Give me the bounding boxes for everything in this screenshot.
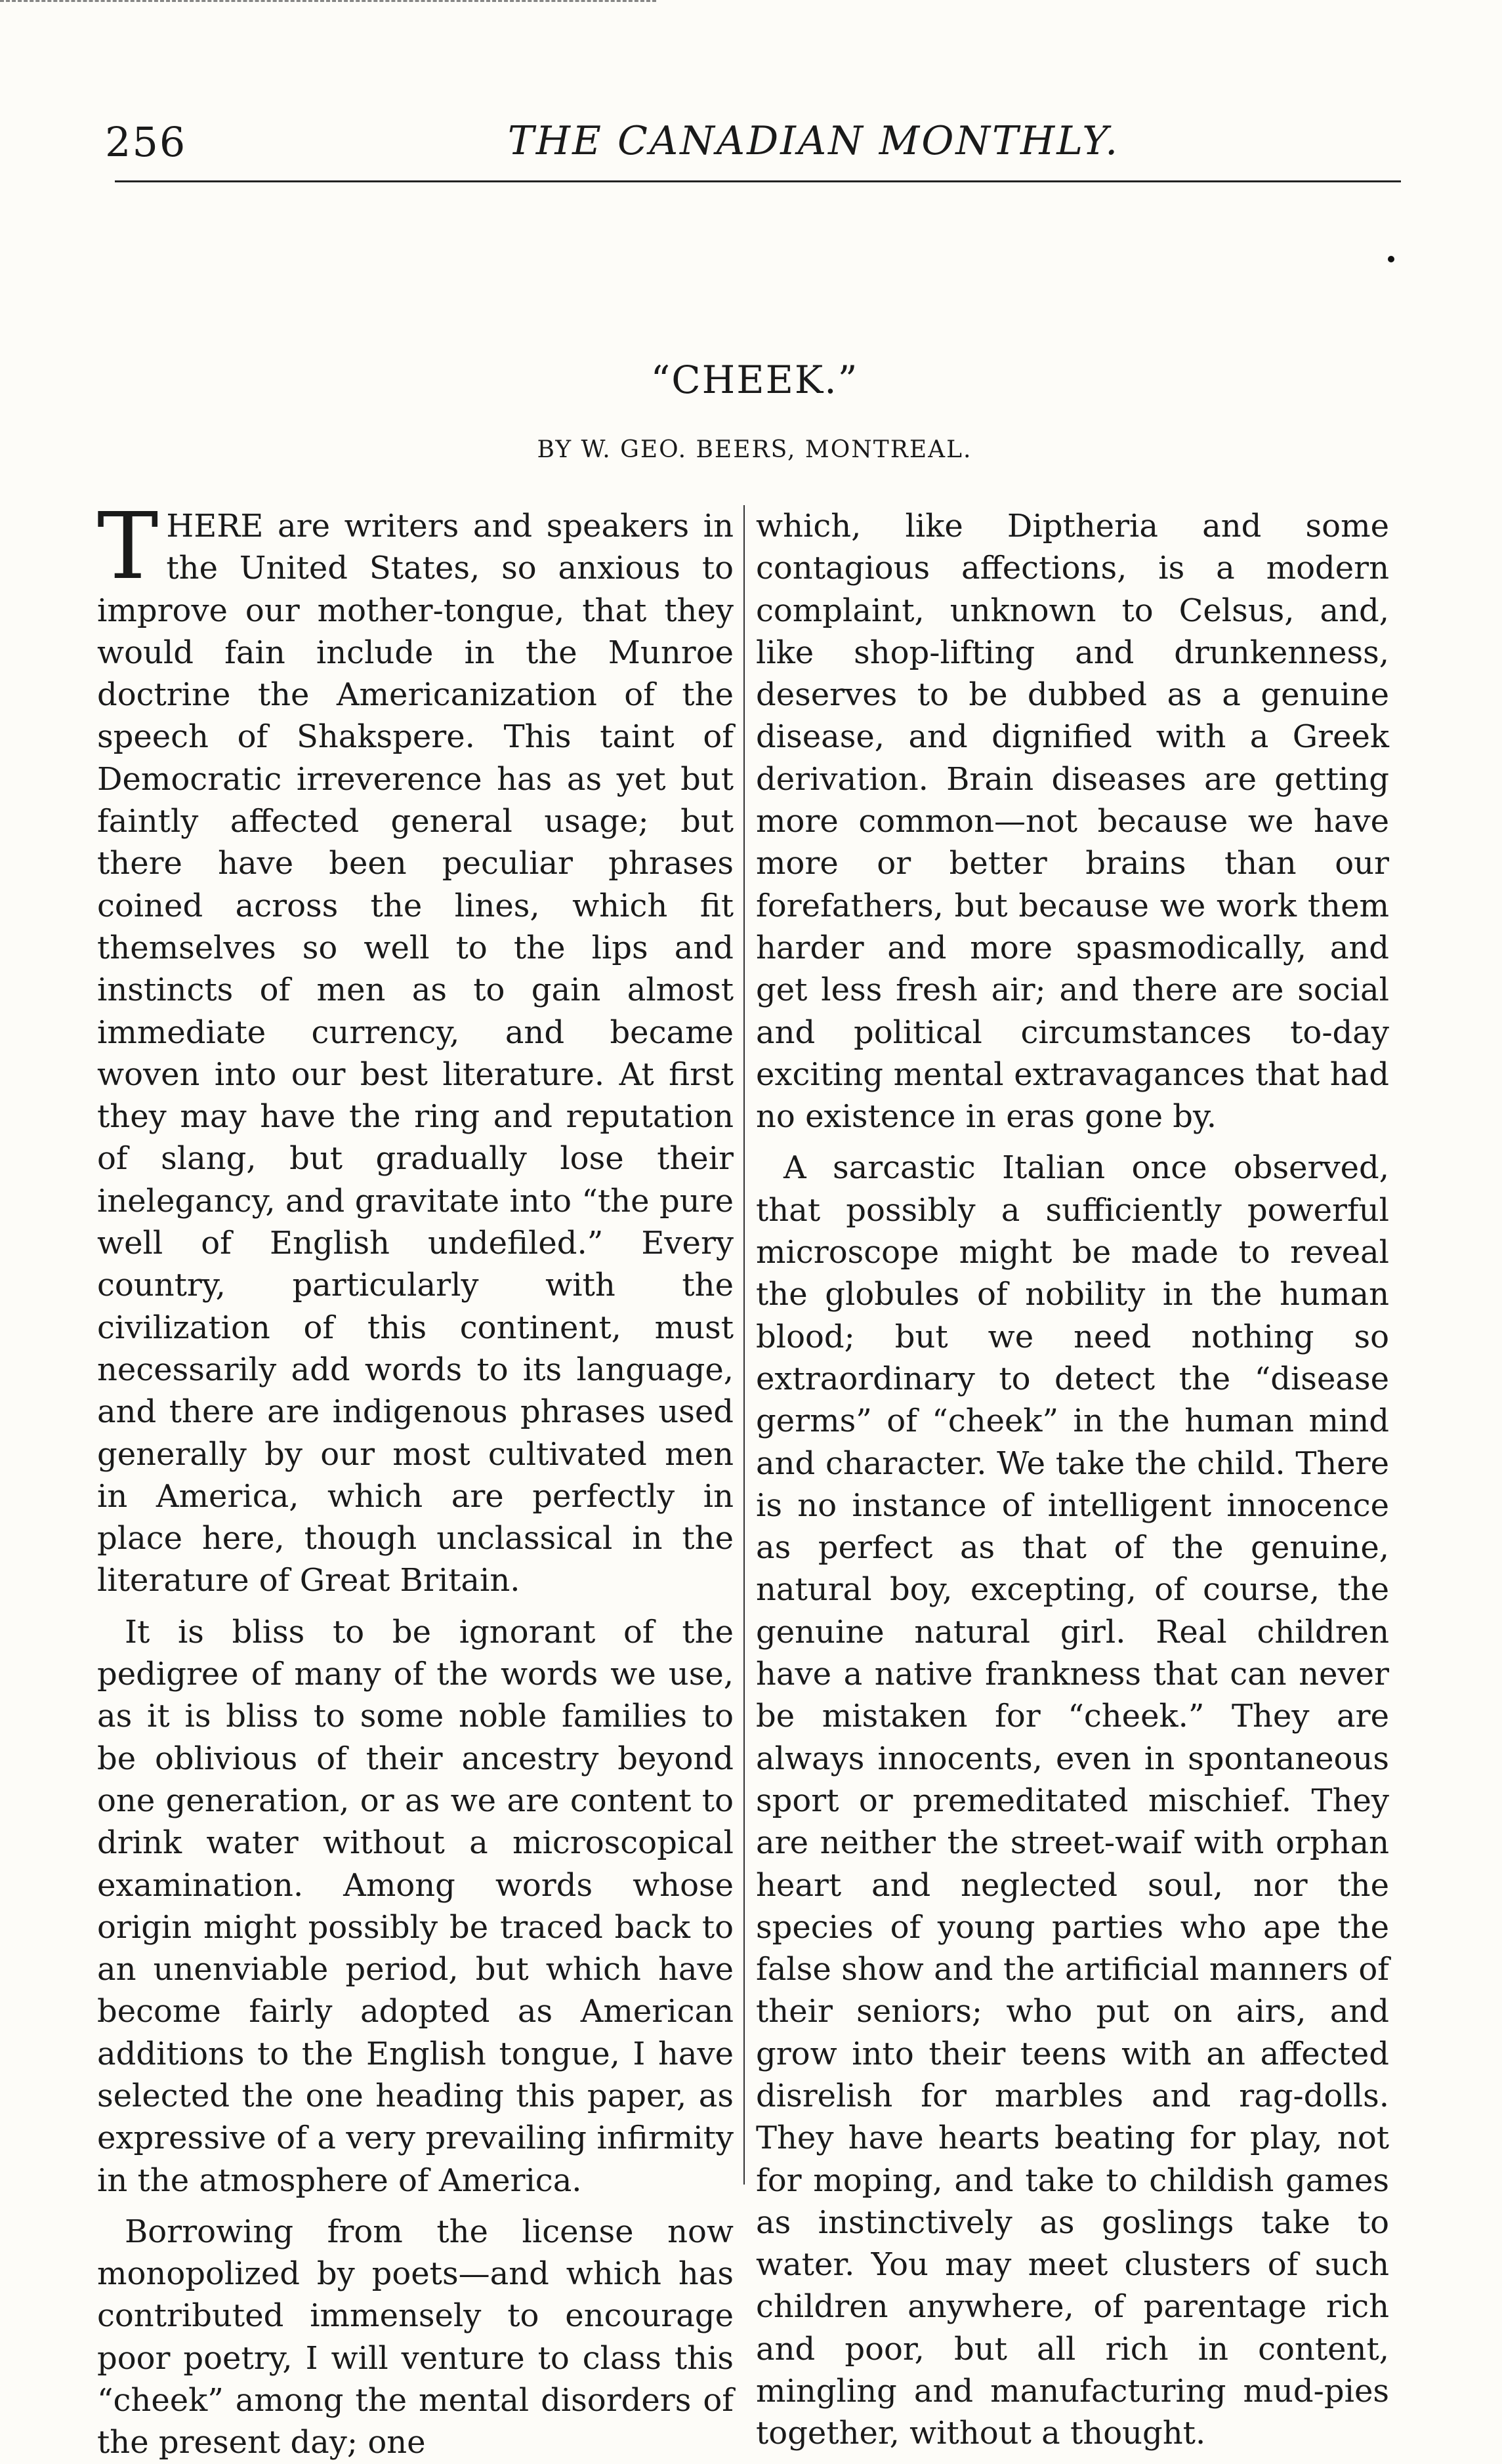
running-head bbox=[105, 105, 1411, 177]
page-number: 256 bbox=[105, 118, 187, 166]
drop-cap: T bbox=[97, 493, 159, 600]
top-edge-rule bbox=[0, 0, 656, 6]
journal-title: THE CANADIAN MONTHLY. bbox=[507, 118, 1120, 164]
print-speck bbox=[1388, 256, 1394, 262]
left-column bbox=[97, 493, 734, 2461]
header-rule bbox=[115, 180, 1401, 182]
article-title: “CHEEK.” bbox=[650, 358, 859, 402]
paragraph: Borrowing from the license now monopolized by poets—and which has contributed immensely to encourage poor poetry, I will venture to class this “cheek” among the mental disorders of the present day; one bbox=[97, 2213, 734, 2461]
paragraph: A sarcastic Italian once observed, that possibly a sufficiently powerful microscope might be made to reveal the globules of nobility in the human blood; but we need nothing so extraordinary to detect the “disease germs” of “cheek” in the human mind and character. We take the child. There is no instance of intelligent innocence as perfect as that of the genuine, natural boy, excepting, of course, the genuine natural girl. Real children have a native frankness that can never be mistaken for “cheek.” They are always innocents, even in spontaneous sport or premeditated mischief. They are neither the street-waif with orphan heart and neglected soul, nor the species of young parties who ape the false show and the artificial manners of their seniors; who put on airs, and grow into their teens with an affected disrelish for marbles and rag-dolls. They have hearts beating for play, not for moping, and take to childish games as instinctively as goslings take to water. You may meet clusters of such children anywhere, of parentage rich and poor, but all rich in content, mingling and manufacturing mud-pies together, without a thought. bbox=[756, 1149, 1389, 2452]
paragraph-text: HERE are writers and speakers in the United States, so anxious to improve our mother-tongue, that they would fain include in the Munroe doctrine the Americanization of the speech of Shakspere. This taint of Democratic irreverence has as yet but faintly affected general usage; but there have been peculiar phrases coined across the lines, which fit themselves so well to the lips and instincts of men as to gain almost immediate currency, and became woven into our best literature. At first they may have the ring and reputation of slang, but gradually lose their inelegancy, and gravitate into “the pure well of English undefiled.” Every country, particularly with the civilization of this continent, must necessarily add words to its language, and there are indigenous phrases used generally by our most cultivated men in America, which are perfectly in place here, though unclassical in the literature of Great Britain. bbox=[97, 508, 734, 1599]
byline: BY W. GEO. BEERS, MONTREAL. bbox=[537, 436, 972, 463]
right-column bbox=[756, 505, 1389, 2452]
paragraph: which, like Diptheria and some contagious affections, is a modern complaint, unknown to Celsus, and, like shop-lifting and drunkenness, deserves to be dubbed as a genuine disease, and dignified with a Greek derivation. Brain diseases are getting more common—not because we have more or better brains than our forefathers, but because we work them harder and more spasmodically, and get less fresh air; and there are social and political circumstances to-day exciting mental extravagances that had no existence in eras gone by. bbox=[756, 508, 1389, 1136]
paragraph: It is bliss to be ignorant of the pedigree of many of the words we use, as it is bliss to some noble families to be oblivious of their ancestry beyond one generation, or as we are content to drink water without a microscopical examination. Among words whose origin might possibly be traced back to an unenviable period, but which have become fairly adopted as American additions to the English tongue, I have selected the one heading this paper, as expressive of a very prevailing infirmity in the atmosphere of America. bbox=[97, 1613, 734, 2199]
column-divider bbox=[743, 505, 745, 2185]
paragraph bbox=[97, 493, 734, 1602]
